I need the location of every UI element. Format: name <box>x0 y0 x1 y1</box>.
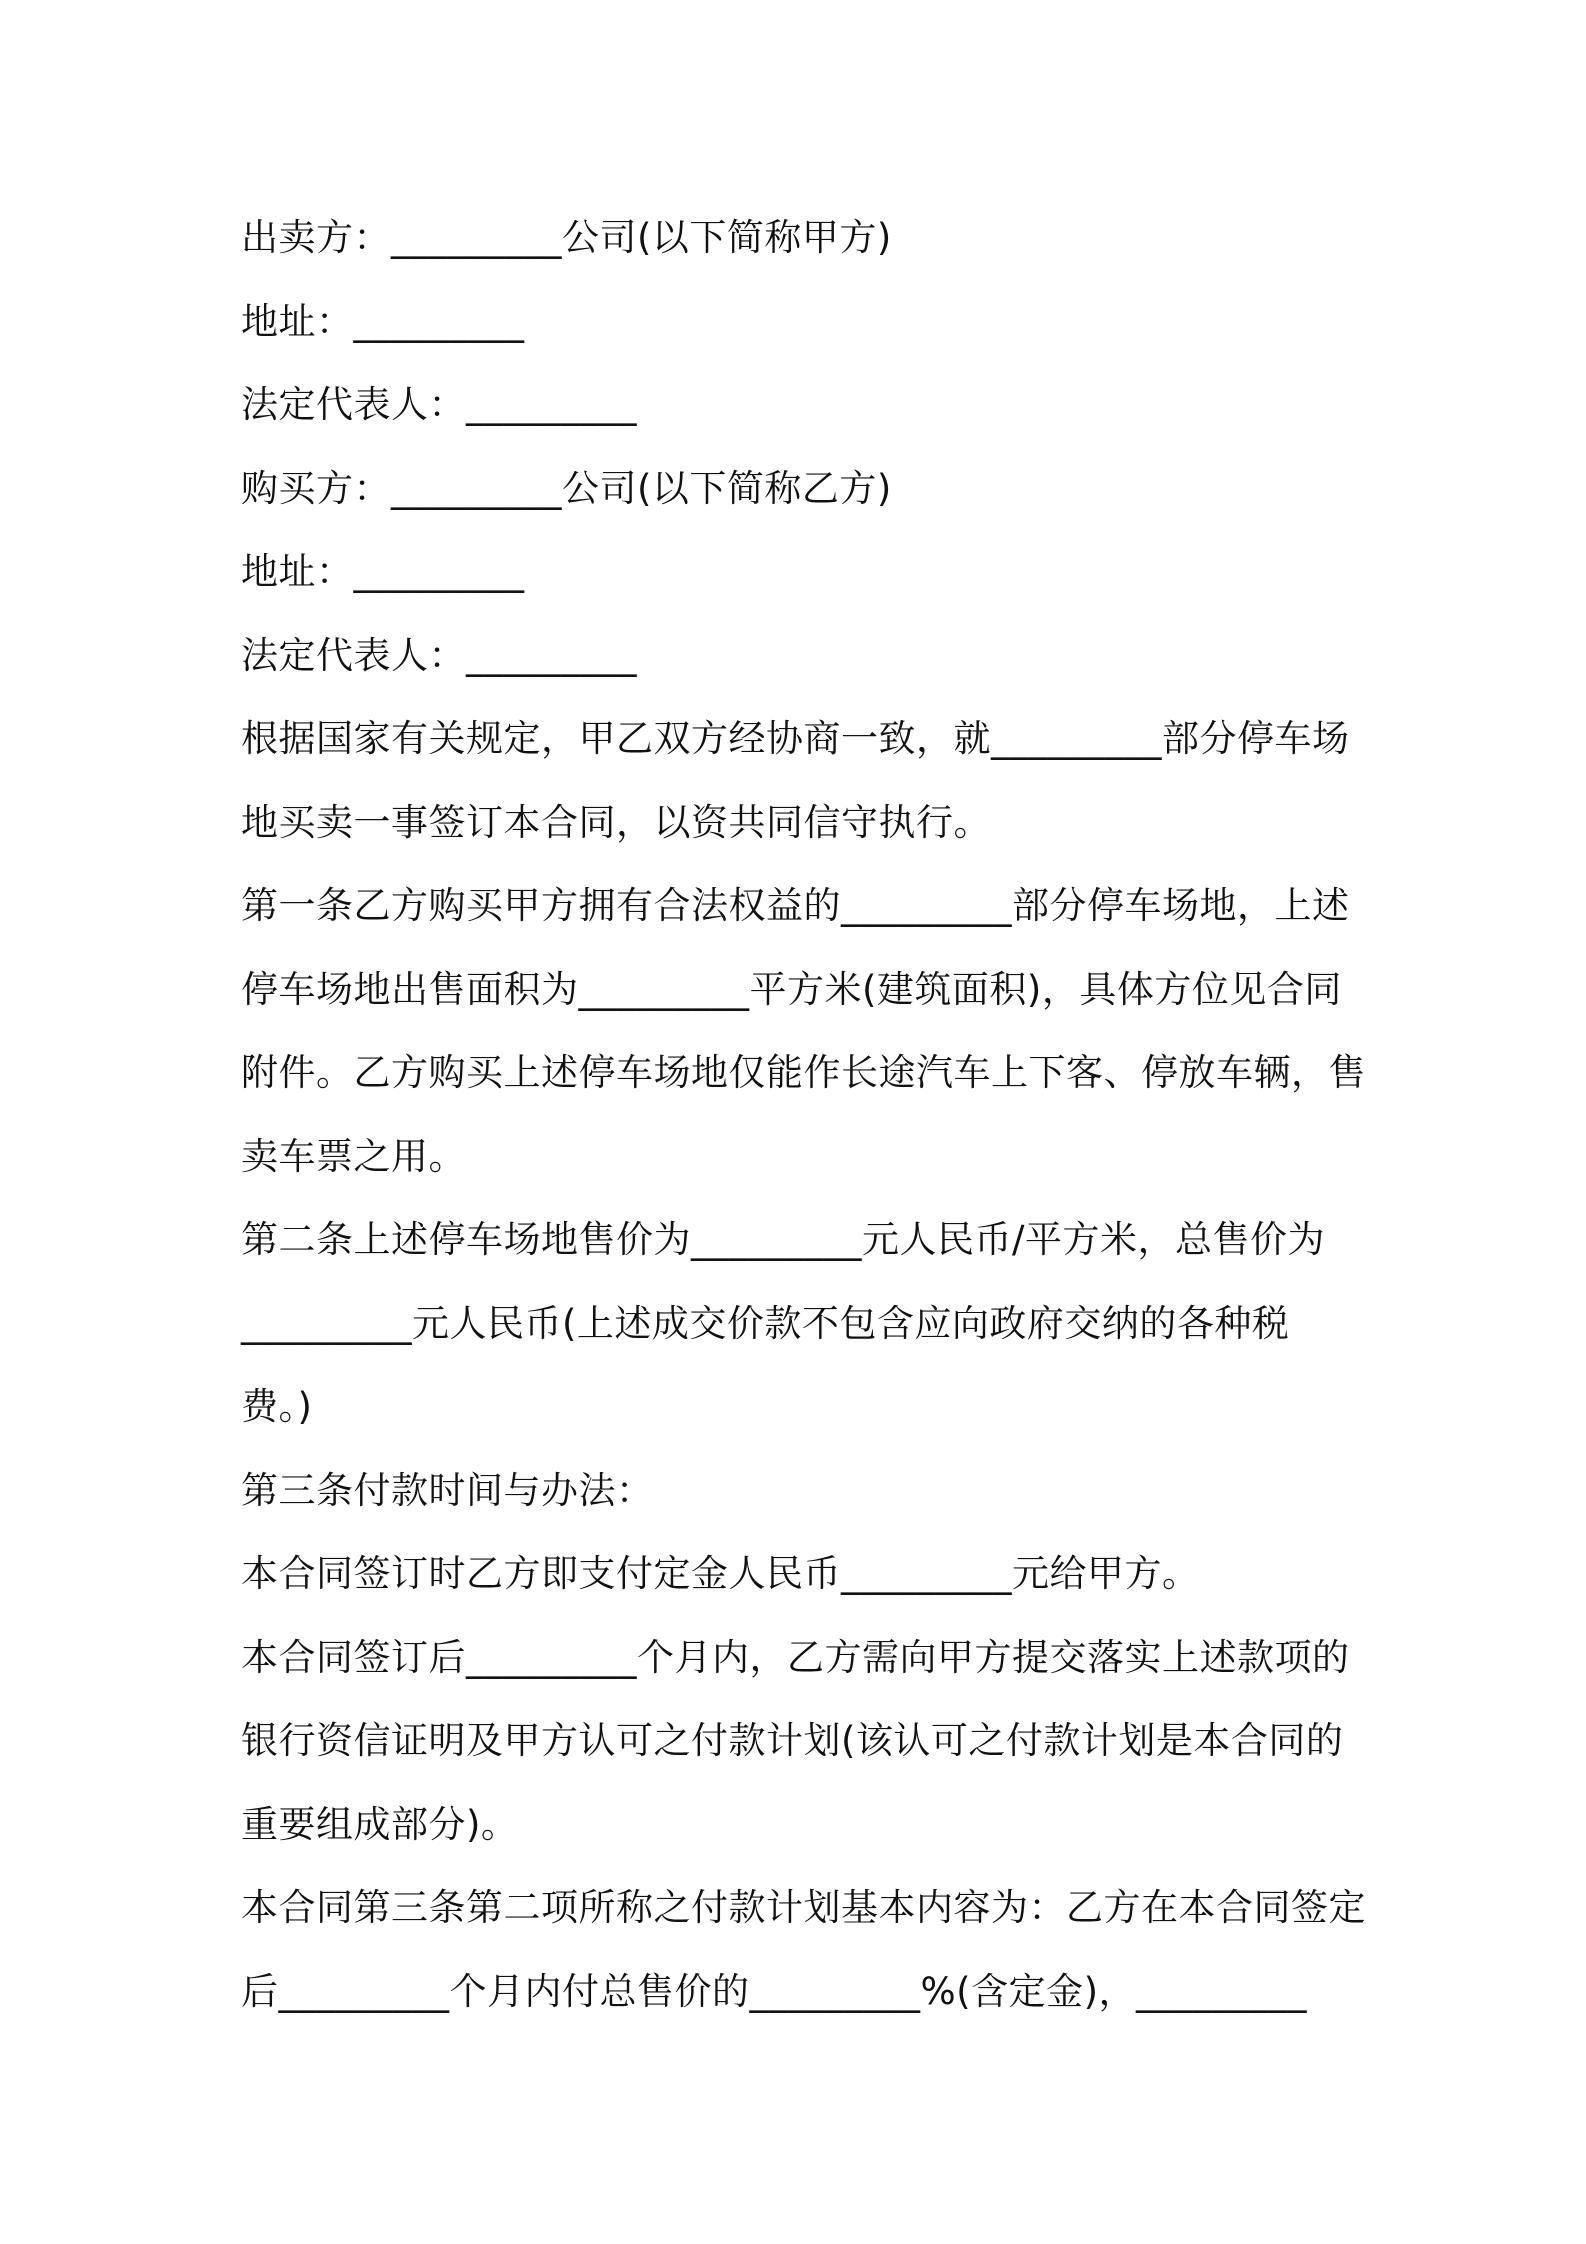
buyer-representative-line: 法定代表人：_________ <box>241 633 637 677</box>
article-1-line-4: 卖车票之用。 <box>241 1134 466 1178</box>
contract-body <box>241 196 1366 2033</box>
article-2-line-2: _________元人民币(上述成交价款不包含应向政府交纳的各种税 <box>241 1301 1290 1345</box>
preamble-line-2: 地买卖一事签订本合同，以资共同信守执行。 <box>241 800 991 844</box>
article-1-line-3: 附件。乙方购买上述停车场地仅能作长途汽车上下客、停放车辆，售 <box>241 1051 1366 1094</box>
article-3-item-2-line-3: 重要组成部分)。 <box>241 1802 519 1846</box>
article-1-line-2: 停车场地出售面积为_________平方米(建筑面积)，具体方位见合同 <box>241 967 1342 1011</box>
seller-line: 出卖方：_________公司(以下简称甲方) <box>241 216 892 259</box>
article-3-item-3-line-2: 后_________个月内付总售价的_________%(含定金)，_________ <box>241 1969 1308 2013</box>
article-2-line-3: 费。) <box>241 1385 313 1428</box>
article-1-line-1: 第一条乙方购买甲方拥有合法权益的_________部分停车场地，上述 <box>241 884 1350 927</box>
article-3-item-3-line-1: 本合同第三条第二项所称之付款计划基本内容为：乙方在本合同签定 <box>241 1886 1366 1929</box>
article-3-item-2-line-2: 银行资信证明及甲方认可之付款计划(该认可之付款计划是本合同的 <box>241 1719 1344 1762</box>
article-3-item-2-line-1: 本合同签订后_________个月内，乙方需向甲方提交落实上述款项的 <box>241 1635 1350 1679</box>
buyer-address-line: 地址：_________ <box>241 550 525 593</box>
article-3-heading: 第三条付款时间与办法： <box>241 1468 654 1512</box>
seller-representative-line: 法定代表人：_________ <box>241 383 637 426</box>
seller-address-line: 地址：_________ <box>241 299 525 343</box>
buyer-line: 购买方：_________公司(以下简称乙方) <box>241 466 892 510</box>
article-2-line-1: 第二条上述停车场地售价为_________元人民币/平方米，总售价为 <box>241 1218 1325 1261</box>
preamble-line-1: 根据国家有关规定，甲乙双方经协商一致，就_________部分停车场 <box>241 717 1350 760</box>
article-3-item-1: 本合同签订时乙方即支付定金人民币_________元给甲方。 <box>241 1552 1200 1595</box>
